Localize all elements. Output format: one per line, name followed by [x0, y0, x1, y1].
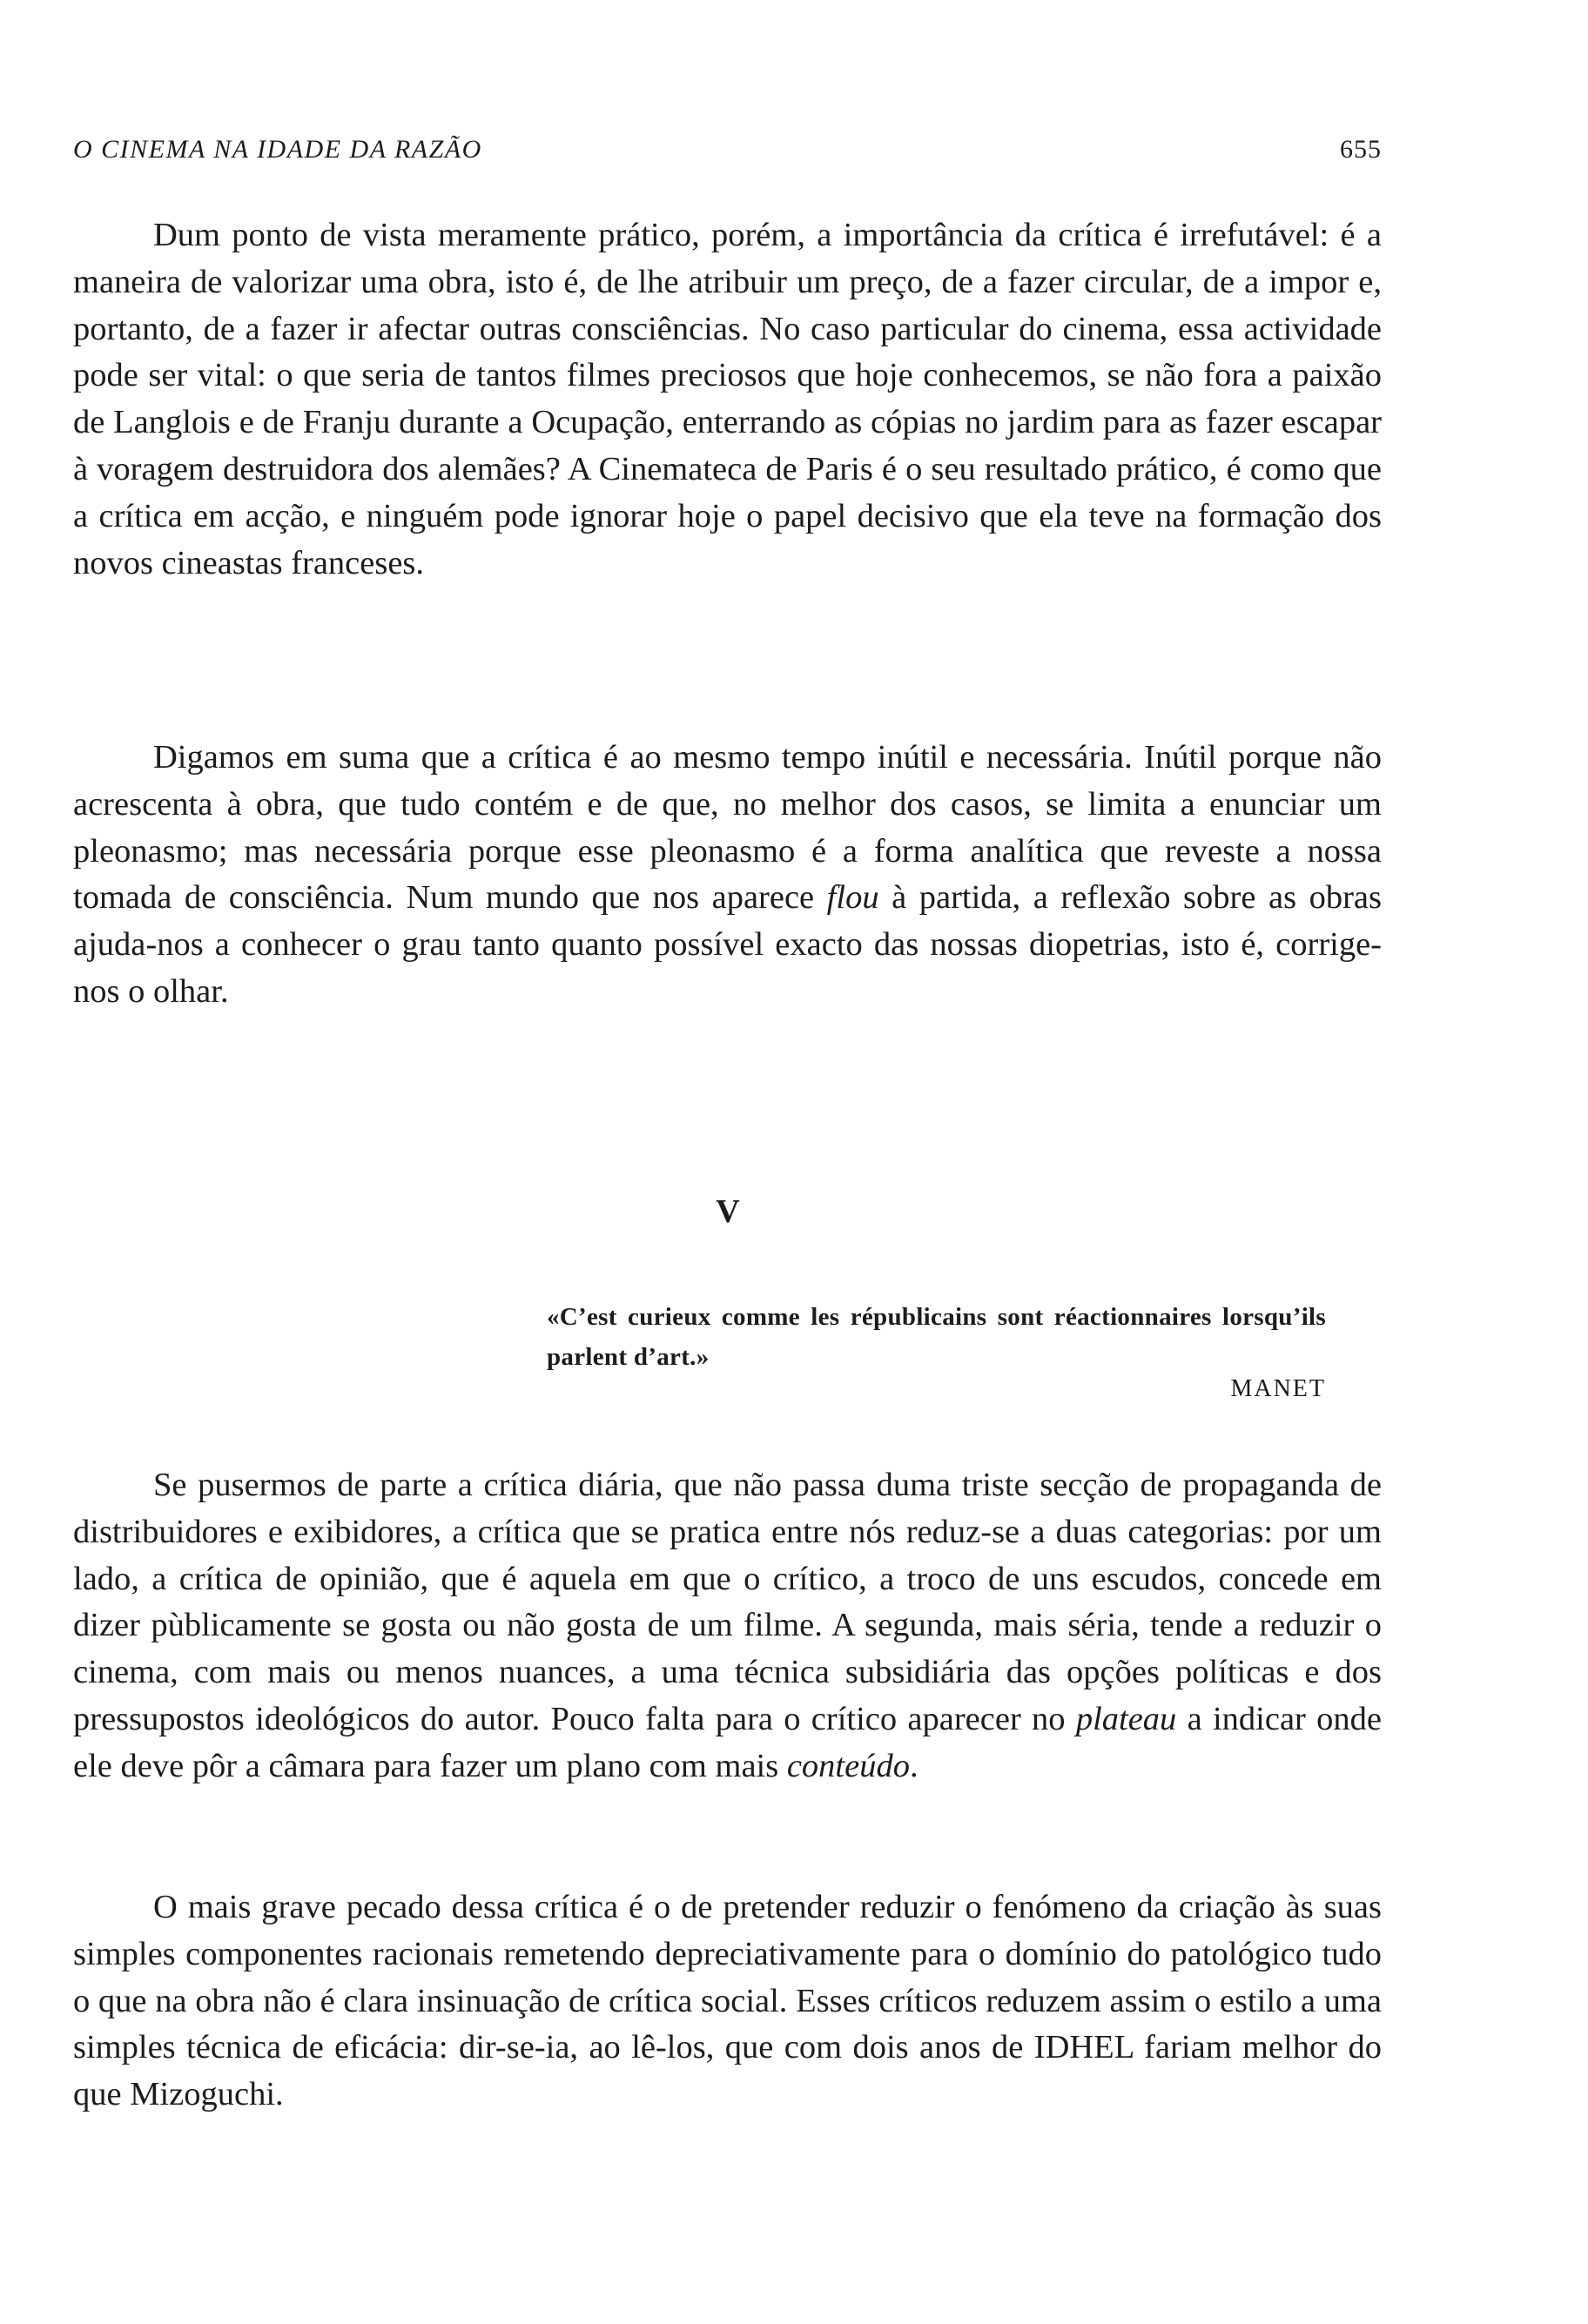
body-paragraph-1: Dum ponto de vista meramente prático, porém, a importância da crítica é irrefutável: é a maneira de valorizar uma obra, isto é, de lhe atribuir um preço, de a fazer circular, de a impor e, portanto, de a fazer ir afectar outras consciências. No caso particular do cinema, essa actividade pode ser vital: o que seria de tantos filmes preciosos que hoje conhecemos, se não fora a paixão de Langlois e de Franju durante a Ocupação, enterrando as cópias no jardim para as fazer escapar à voragem destruidora dos alemães? A Cinemateca de Paris é o seu resultado prático, é como que a crítica em acção, e ninguém pode ignorar hoje o papel decisivo que ela teve na formação dos novos cineastas franceses. [73, 217, 1382, 581]
paragraph-2-text-a: Digamos em suma que a crítica é ao mesmo tempo inútil e necessária. Inútil porque não acrescenta à obra, que tudo contém e de que, no melhor dos casos, se limita a enunciar um pleonasmo; mas necessária porque esse pleonasmo é a forma analítica que reveste a nossa tomada de consciência. Num mundo que nos aparece [73, 739, 1382, 917]
italic-term-plateau: plateau [1075, 1700, 1177, 1737]
page-number: 655 [1340, 135, 1382, 164]
epigraph-quote: «C’est curieux comme les républicains sont réactionnaires lorsqu’ils parlent d’art.» [547, 1303, 1326, 1371]
body-paragraph-4: O mais grave pecado dessa crítica é o de pretender reduzir o fenómeno da criação às suas simples componentes racionais remetendo depreciativamente para o domínio do patológico tudo o que na obra não é clara insinuação de crítica social. Esses críticos reduzem assim o estilo a uma simples técnica de eficácia: dir-se-ia, ao lê-los, que com dois anos de IDHEL fariam melhor do que Mizoguchi. [73, 1889, 1382, 2113]
paragraph-3-text-c: . [909, 1747, 918, 1784]
running-header [73, 131, 1382, 169]
italic-term-flou: flou [826, 879, 879, 917]
body-paragraph-2 [73, 735, 1382, 1016]
epigraph-author: MANET [1230, 1375, 1326, 1402]
running-title: O CINEMA NA IDADE DA RAZÃO [73, 135, 482, 164]
paragraph-3-text-a: Se pusermos de parte a crítica diária, que não passa duma triste secção de propaganda de distribuidores e exibidores, a crítica que se pratica entre nós reduz-se a duas categorias: por um lado, a crítica de opinião, que é aquela em que o crítico, a troco de uns escudos, concede em dizer pùblicamente se gosta ou não gosta de um filme. A segunda, mais séria, tende a reduzir o cinema, com mais ou menos nuances, a uma técnica subsidiária das opções políticas e dos pressupostos ideológicos do autor. Pouco falta para o crítico aparecer no [73, 1467, 1382, 1737]
paragraph-2-text-b: à partida, a reflexão sobre as obras ajuda-nos a conhecer o grau tanto quanto possível exacto das nossas diopetrias, isto é, corrige-nos o olhar. [73, 879, 1382, 1010]
body-paragraph-3 [73, 1462, 1382, 1790]
italic-term-conteudo: conteúdo [786, 1747, 910, 1784]
section-numeral: V [716, 1193, 740, 1230]
paragraph-3-text-b: a indicar onde ele deve pôr a câmara para fazer um plano com mais [73, 1700, 1382, 1784]
